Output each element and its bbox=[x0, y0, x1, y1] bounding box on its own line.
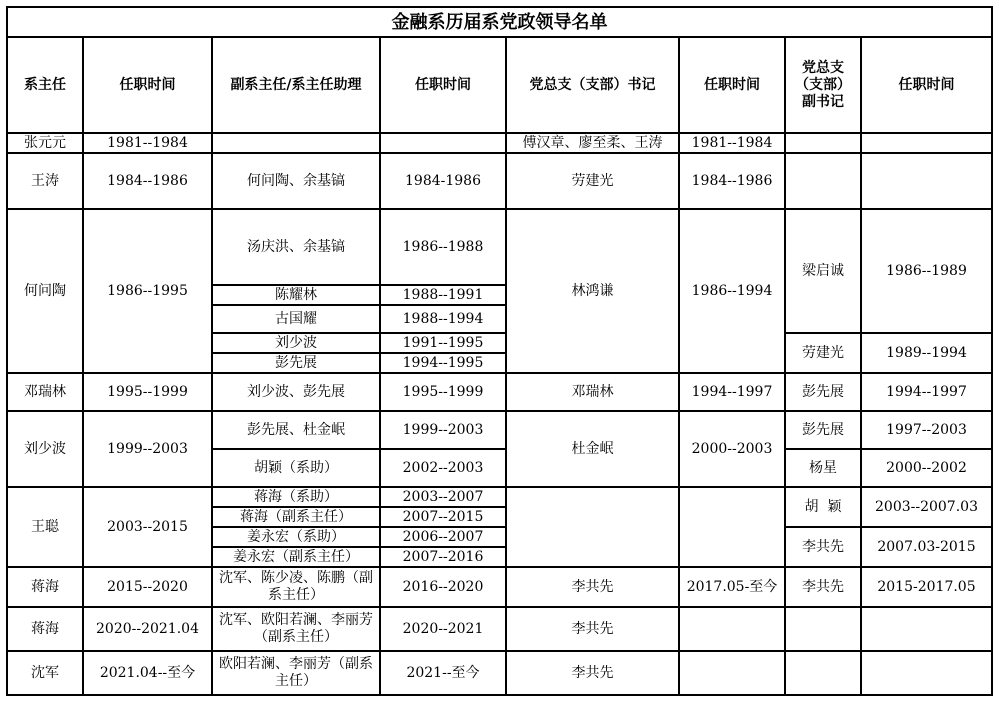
cell-vice-term-empty bbox=[861, 153, 992, 209]
leadership-table bbox=[6, 6, 993, 696]
header-dept-head: 系主任 bbox=[7, 37, 83, 133]
cell-deputy-term: 2003--2007 bbox=[380, 487, 506, 507]
cell-vice-term-empty bbox=[861, 133, 992, 153]
cell-vice-term: 2015-2017.05 bbox=[861, 567, 992, 607]
cell-secretary-term: 1994--1997 bbox=[679, 373, 785, 411]
cell-vice-empty bbox=[785, 133, 861, 153]
table-row bbox=[7, 567, 992, 607]
cell-vice: 彭先展 bbox=[785, 373, 861, 411]
cell-deputy-term: 2016--2020 bbox=[380, 567, 506, 607]
cell-deputy-term: 1991--1995 bbox=[380, 333, 506, 353]
cell-head-term: 2015--2020 bbox=[83, 567, 212, 607]
header-vice-secretary: 党总支（支部）副书记 bbox=[785, 37, 861, 133]
cell-vice-empty bbox=[785, 153, 861, 209]
cell-deputy-term: 2006--2007 bbox=[380, 527, 506, 547]
header-deputy-term: 任职时间 bbox=[380, 37, 506, 133]
cell-deputy-term: 2002--2003 bbox=[380, 449, 506, 487]
cell-head-term: 2020--2021.04 bbox=[83, 607, 212, 651]
header-head-term: 任职时间 bbox=[83, 37, 212, 133]
cell-head: 张元元 bbox=[7, 133, 83, 153]
cell-head: 蒋海 bbox=[7, 607, 83, 651]
cell-head-term: 1986--1995 bbox=[83, 209, 212, 373]
cell-secretary-term-empty bbox=[679, 607, 785, 651]
cell-deputy: 沈军、陈少凌、陈鹏（副系主任） bbox=[212, 567, 380, 607]
cell-secretary-term: 1981--1984 bbox=[679, 133, 785, 153]
cell-deputy: 姜永宏（副系主任） bbox=[212, 547, 380, 567]
cell-secretary: 林鸿谦 bbox=[506, 209, 679, 373]
table-row bbox=[7, 133, 992, 153]
cell-head: 沈军 bbox=[7, 651, 83, 695]
cell-vice-term: 1986--1989 bbox=[861, 209, 992, 333]
cell-deputy: 何问陶、余基镐 bbox=[212, 153, 380, 209]
cell-secretary: 杜金岷 bbox=[506, 411, 679, 487]
cell-deputy-term: 1995--1999 bbox=[380, 373, 506, 411]
cell-vice: 李共先 bbox=[785, 527, 861, 567]
cell-secretary-empty bbox=[506, 487, 679, 567]
table-row bbox=[7, 651, 992, 695]
table-row bbox=[7, 373, 992, 411]
cell-secretary-term: 1984--1986 bbox=[679, 153, 785, 209]
cell-secretary-term: 2000--2003 bbox=[679, 411, 785, 487]
cell-deputy-term: 2007--2015 bbox=[380, 507, 506, 527]
cell-vice-term: 1994--1997 bbox=[861, 373, 992, 411]
cell-deputy: 蒋海（副系主任） bbox=[212, 507, 380, 527]
cell-vice: 劳建光 bbox=[785, 333, 861, 373]
header-secretary: 党总支（支部）书记 bbox=[506, 37, 679, 133]
cell-deputy: 沈军、欧阳若澜、李丽芳（副系主任） bbox=[212, 607, 380, 651]
cell-deputy-term: 1986--1988 bbox=[380, 209, 506, 285]
table-row bbox=[7, 487, 992, 507]
cell-secretary: 李共先 bbox=[506, 607, 679, 651]
cell-deputy: 彭先展、杜金岷 bbox=[212, 411, 380, 449]
leadership-table-sheet bbox=[6, 6, 991, 696]
cell-deputy-term: 2007--2016 bbox=[380, 547, 506, 567]
table-row bbox=[7, 209, 992, 285]
cell-head: 王涛 bbox=[7, 153, 83, 209]
cell-secretary: 傅汉章、廖至柔、王涛 bbox=[506, 133, 679, 153]
cell-deputy: 陈耀林 bbox=[212, 285, 380, 305]
cell-head-term: 1995--1999 bbox=[83, 373, 212, 411]
cell-secretary-term-empty bbox=[679, 651, 785, 695]
header-vice-term: 任职时间 bbox=[861, 37, 992, 133]
table-row bbox=[7, 411, 992, 449]
cell-vice-empty bbox=[785, 651, 861, 695]
cell-deputy: 欧阳若澜、李丽芳（副系主任） bbox=[212, 651, 380, 695]
cell-deputy: 姜永宏（系助） bbox=[212, 527, 380, 547]
cell-deputy-term: 2020--2021 bbox=[380, 607, 506, 651]
cell-deputy-term: 1988--1991 bbox=[380, 285, 506, 305]
cell-deputy-empty bbox=[212, 133, 380, 153]
cell-deputy-term: 1994--1995 bbox=[380, 353, 506, 373]
cell-vice: 杨星 bbox=[785, 449, 861, 487]
cell-secretary: 李共先 bbox=[506, 567, 679, 607]
cell-vice-term: 1989--1994 bbox=[861, 333, 992, 373]
cell-head: 何问陶 bbox=[7, 209, 83, 373]
table-row bbox=[7, 607, 992, 651]
cell-head-term: 1981--1984 bbox=[83, 133, 212, 153]
cell-head: 邓瑞林 bbox=[7, 373, 83, 411]
cell-head-term: 1999--2003 bbox=[83, 411, 212, 487]
cell-vice: 李共先 bbox=[785, 567, 861, 607]
cell-deputy: 胡颖（系助） bbox=[212, 449, 380, 487]
cell-secretary: 劳建光 bbox=[506, 153, 679, 209]
cell-vice: 梁启诚 bbox=[785, 209, 861, 333]
cell-deputy: 古国耀 bbox=[212, 305, 380, 333]
cell-deputy: 蒋海（系助） bbox=[212, 487, 380, 507]
cell-head-term: 2021.04--至今 bbox=[83, 651, 212, 695]
cell-vice-term: 2003--2007.03 bbox=[861, 487, 992, 527]
header-secretary-term: 任职时间 bbox=[679, 37, 785, 133]
cell-secretary-term-empty bbox=[679, 487, 785, 567]
cell-deputy: 刘少波 bbox=[212, 333, 380, 353]
cell-secretary: 李共先 bbox=[506, 651, 679, 695]
cell-secretary-term: 1986--1994 bbox=[679, 209, 785, 373]
cell-deputy-term: 1988--1994 bbox=[380, 305, 506, 333]
table-title: 金融系历届系党政领导名单 bbox=[7, 7, 992, 37]
cell-vice-term: 2007.03-2015 bbox=[861, 527, 992, 567]
cell-deputy: 彭先展 bbox=[212, 353, 380, 373]
cell-head: 蒋海 bbox=[7, 567, 83, 607]
cell-vice-term: 1997--2003 bbox=[861, 411, 992, 449]
header-row bbox=[7, 37, 992, 133]
cell-vice-empty bbox=[785, 607, 861, 651]
cell-vice: 胡 颖 bbox=[785, 487, 861, 527]
cell-head-term: 1984--1986 bbox=[83, 153, 212, 209]
cell-head: 王聪 bbox=[7, 487, 83, 567]
cell-deputy-term: 2021--至今 bbox=[380, 651, 506, 695]
cell-vice-term-empty bbox=[861, 651, 992, 695]
header-deputy: 副系主任/系主任助理 bbox=[212, 37, 380, 133]
cell-deputy-term: 1999--2003 bbox=[380, 411, 506, 449]
table-row bbox=[7, 153, 992, 209]
cell-vice-term: 2000--2002 bbox=[861, 449, 992, 487]
cell-deputy-term: 1984-1986 bbox=[380, 153, 506, 209]
cell-vice: 彭先展 bbox=[785, 411, 861, 449]
cell-deputy: 刘少波、彭先展 bbox=[212, 373, 380, 411]
cell-secretary: 邓瑞林 bbox=[506, 373, 679, 411]
cell-secretary-term: 2017.05-至今 bbox=[679, 567, 785, 607]
cell-vice-term-empty bbox=[861, 607, 992, 651]
cell-deputy-term-empty bbox=[380, 133, 506, 153]
cell-head-term: 2003--2015 bbox=[83, 487, 212, 567]
cell-deputy: 汤庆洪、余基镐 bbox=[212, 209, 380, 285]
cell-head: 刘少波 bbox=[7, 411, 83, 487]
